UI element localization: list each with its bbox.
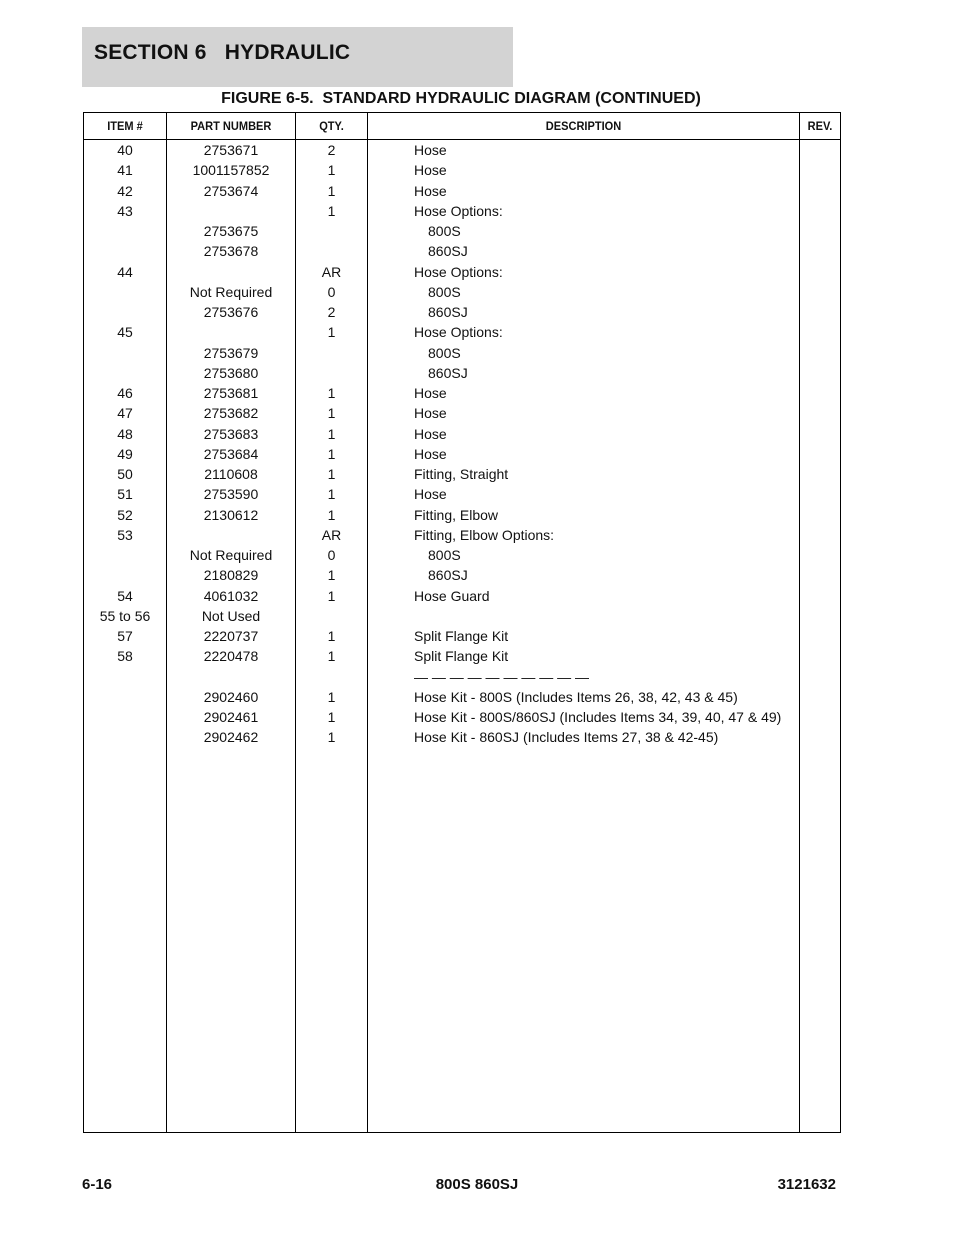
description-cell: 860SJ bbox=[428, 304, 468, 320]
part-number-cell: 4061032 bbox=[203, 587, 259, 604]
item-cell: 58 bbox=[117, 648, 133, 665]
table-body bbox=[84, 140, 840, 748]
qty-cell: 1 bbox=[327, 324, 336, 341]
description-cell: 860SJ bbox=[428, 243, 468, 260]
part-number-cell: 2753675 bbox=[203, 223, 259, 239]
item-cell: 42 bbox=[117, 182, 133, 199]
description-cell: 860SJ bbox=[428, 364, 468, 381]
qty-cell: 1 bbox=[327, 709, 336, 725]
table-row bbox=[84, 505, 840, 525]
part-number-cell: 2220478 bbox=[203, 648, 259, 665]
item-cell: 46 bbox=[117, 385, 133, 401]
description-cell: Hose Kit - 800S (Includes Items 26, 38, 42, 43 & 45) bbox=[414, 688, 738, 705]
description-cell: Hose Kit - 800S/860SJ (Includes Items 34, 39, 40, 47 & 49) bbox=[414, 709, 782, 725]
table-row bbox=[84, 160, 840, 180]
header-part-number: PART NUMBER bbox=[190, 119, 272, 133]
description-cell: Hose Options: bbox=[414, 263, 503, 280]
description-cell: Hose Options: bbox=[414, 202, 503, 219]
description-cell: 800S bbox=[428, 344, 461, 361]
part-number-cell: Not Required bbox=[189, 283, 273, 300]
part-number-cell: 2753683 bbox=[203, 425, 259, 442]
qty-cell: 1 bbox=[327, 628, 336, 644]
footer-page-number: 6-16 bbox=[82, 1176, 113, 1193]
description-cell: Split Flange Kit bbox=[414, 648, 509, 665]
header-description: DESCRIPTION bbox=[545, 119, 622, 133]
description-cell: 800S bbox=[428, 283, 461, 300]
description-cell: Hose Kit - 860SJ (Includes Items 27, 38 & 42-45) bbox=[414, 729, 719, 746]
item-cell: 43 bbox=[117, 202, 133, 219]
table-row bbox=[84, 687, 840, 707]
table-row bbox=[84, 424, 840, 444]
table-row bbox=[84, 667, 840, 687]
part-number-cell: 2753590 bbox=[203, 486, 259, 503]
section-title: SECTION 6 HYDRAULIC bbox=[94, 41, 351, 64]
qty-cell: 1 bbox=[327, 202, 336, 219]
table-row bbox=[84, 545, 840, 565]
part-number-cell: 2753671 bbox=[203, 142, 259, 158]
item-cell: 48 bbox=[117, 425, 133, 442]
qty-cell: 0 bbox=[327, 283, 336, 300]
table-row bbox=[84, 282, 840, 302]
part-number-cell: 2753674 bbox=[203, 182, 259, 199]
description-cell: Fitting, Straight bbox=[414, 466, 509, 482]
part-number-cell: 2753681 bbox=[203, 385, 259, 401]
description-cell: Hose bbox=[414, 142, 447, 158]
footer-model: 800S 860SJ bbox=[435, 1176, 519, 1193]
description-cell: Hose bbox=[414, 162, 447, 179]
qty-cell: AR bbox=[321, 526, 342, 543]
item-cell: 55 to 56 bbox=[99, 607, 151, 624]
qty-cell: 1 bbox=[327, 425, 336, 442]
header-item: ITEM # bbox=[107, 119, 143, 133]
part-number-cell: 2130612 bbox=[203, 506, 259, 523]
item-cell: 44 bbox=[117, 263, 133, 280]
table-row bbox=[84, 727, 840, 747]
part-number-cell: 2902461 bbox=[203, 709, 259, 725]
qty-cell: 1 bbox=[327, 486, 336, 503]
part-number-cell: Not Required bbox=[189, 547, 273, 563]
table-row bbox=[84, 606, 840, 626]
item-cell: 50 bbox=[117, 466, 133, 482]
table-row bbox=[84, 525, 840, 545]
qty-cell: 1 bbox=[327, 182, 336, 199]
part-number-cell: 2753678 bbox=[203, 243, 259, 260]
table-row bbox=[84, 140, 840, 160]
item-cell: 45 bbox=[117, 324, 133, 341]
header-qty: QTY. bbox=[319, 119, 344, 133]
part-number-cell: Not Used bbox=[201, 607, 261, 624]
table-row bbox=[84, 322, 840, 342]
qty-cell: 1 bbox=[327, 729, 336, 746]
part-number-cell: 2902460 bbox=[203, 688, 259, 705]
part-number-cell: 2753679 bbox=[203, 344, 259, 361]
description-cell: Hose Options: bbox=[414, 324, 503, 341]
table-row bbox=[84, 221, 840, 241]
qty-cell: 2 bbox=[327, 142, 336, 158]
qty-cell: AR bbox=[321, 263, 342, 280]
description-cell: Fitting, Elbow Options: bbox=[414, 526, 555, 543]
table-row bbox=[84, 646, 840, 666]
item-cell: 40 bbox=[117, 142, 133, 158]
footer-doc-number: 3121632 bbox=[777, 1176, 836, 1193]
table-row bbox=[84, 201, 840, 221]
table-row bbox=[84, 444, 840, 464]
description-cell: Hose bbox=[414, 486, 447, 503]
description-cell: Hose bbox=[414, 425, 447, 442]
table-row bbox=[84, 484, 840, 504]
item-cell: 51 bbox=[117, 486, 133, 503]
qty-cell: 1 bbox=[327, 445, 336, 462]
part-number-cell: 2753676 bbox=[203, 304, 259, 320]
table-row bbox=[84, 707, 840, 727]
header-rev: REV. bbox=[807, 119, 833, 133]
qty-cell: 1 bbox=[327, 162, 336, 179]
table-row bbox=[84, 181, 840, 201]
description-cell: Hose Guard bbox=[414, 587, 490, 604]
part-number-cell: 1001157852 bbox=[192, 162, 270, 179]
section-header bbox=[82, 27, 513, 87]
table-row bbox=[84, 262, 840, 282]
part-number-cell: 2180829 bbox=[203, 567, 259, 584]
description-cell: 800S bbox=[428, 547, 461, 563]
table-row bbox=[84, 363, 840, 383]
qty-cell: 1 bbox=[327, 587, 336, 604]
qty-cell: 1 bbox=[327, 506, 336, 523]
qty-cell: 0 bbox=[327, 547, 336, 563]
table-row bbox=[84, 343, 840, 363]
description-cell: Hose bbox=[414, 385, 447, 401]
description-cell: Hose bbox=[414, 182, 447, 199]
part-number-cell: 2753684 bbox=[203, 445, 259, 462]
qty-cell: 1 bbox=[327, 405, 336, 422]
description-cell: 800S bbox=[428, 223, 461, 239]
description-cell: Split Flange Kit bbox=[414, 628, 509, 644]
figure-title: FIGURE 6-5. STANDARD HYDRAULIC DIAGRAM (CONTINUED) bbox=[221, 90, 701, 107]
part-number-cell: 2110608 bbox=[204, 466, 258, 482]
qty-cell: 1 bbox=[327, 385, 336, 401]
part-number-cell: 2753680 bbox=[203, 364, 259, 381]
table-row bbox=[84, 241, 840, 261]
description-cell: 860SJ bbox=[428, 567, 468, 584]
item-cell: 53 bbox=[117, 526, 133, 543]
qty-cell: 1 bbox=[327, 648, 336, 665]
item-cell: 47 bbox=[117, 405, 133, 422]
table-row bbox=[84, 565, 840, 585]
item-cell: 57 bbox=[117, 628, 133, 644]
qty-cell: 1 bbox=[327, 567, 336, 584]
part-number-cell: 2220737 bbox=[203, 628, 259, 644]
qty-cell: 2 bbox=[327, 304, 336, 320]
parts-table bbox=[83, 112, 841, 1133]
part-number-cell: 2753682 bbox=[203, 405, 259, 422]
description-cell: Hose bbox=[414, 405, 447, 422]
qty-cell: 1 bbox=[327, 688, 336, 705]
description-cell: — — — — — — — — — — bbox=[414, 668, 590, 685]
item-cell: 52 bbox=[117, 506, 133, 523]
table-row bbox=[84, 383, 840, 403]
table-row bbox=[84, 403, 840, 423]
table-row bbox=[84, 626, 840, 646]
description-cell: Hose bbox=[414, 445, 447, 462]
table-row bbox=[84, 586, 840, 606]
item-cell: 54 bbox=[117, 587, 133, 604]
qty-cell: 1 bbox=[327, 466, 336, 482]
item-cell: 49 bbox=[117, 445, 133, 462]
description-cell: Fitting, Elbow bbox=[414, 506, 499, 523]
item-cell: 41 bbox=[117, 162, 133, 179]
table-row bbox=[84, 302, 840, 322]
part-number-cell: 2902462 bbox=[203, 729, 259, 746]
table-row bbox=[84, 464, 840, 484]
